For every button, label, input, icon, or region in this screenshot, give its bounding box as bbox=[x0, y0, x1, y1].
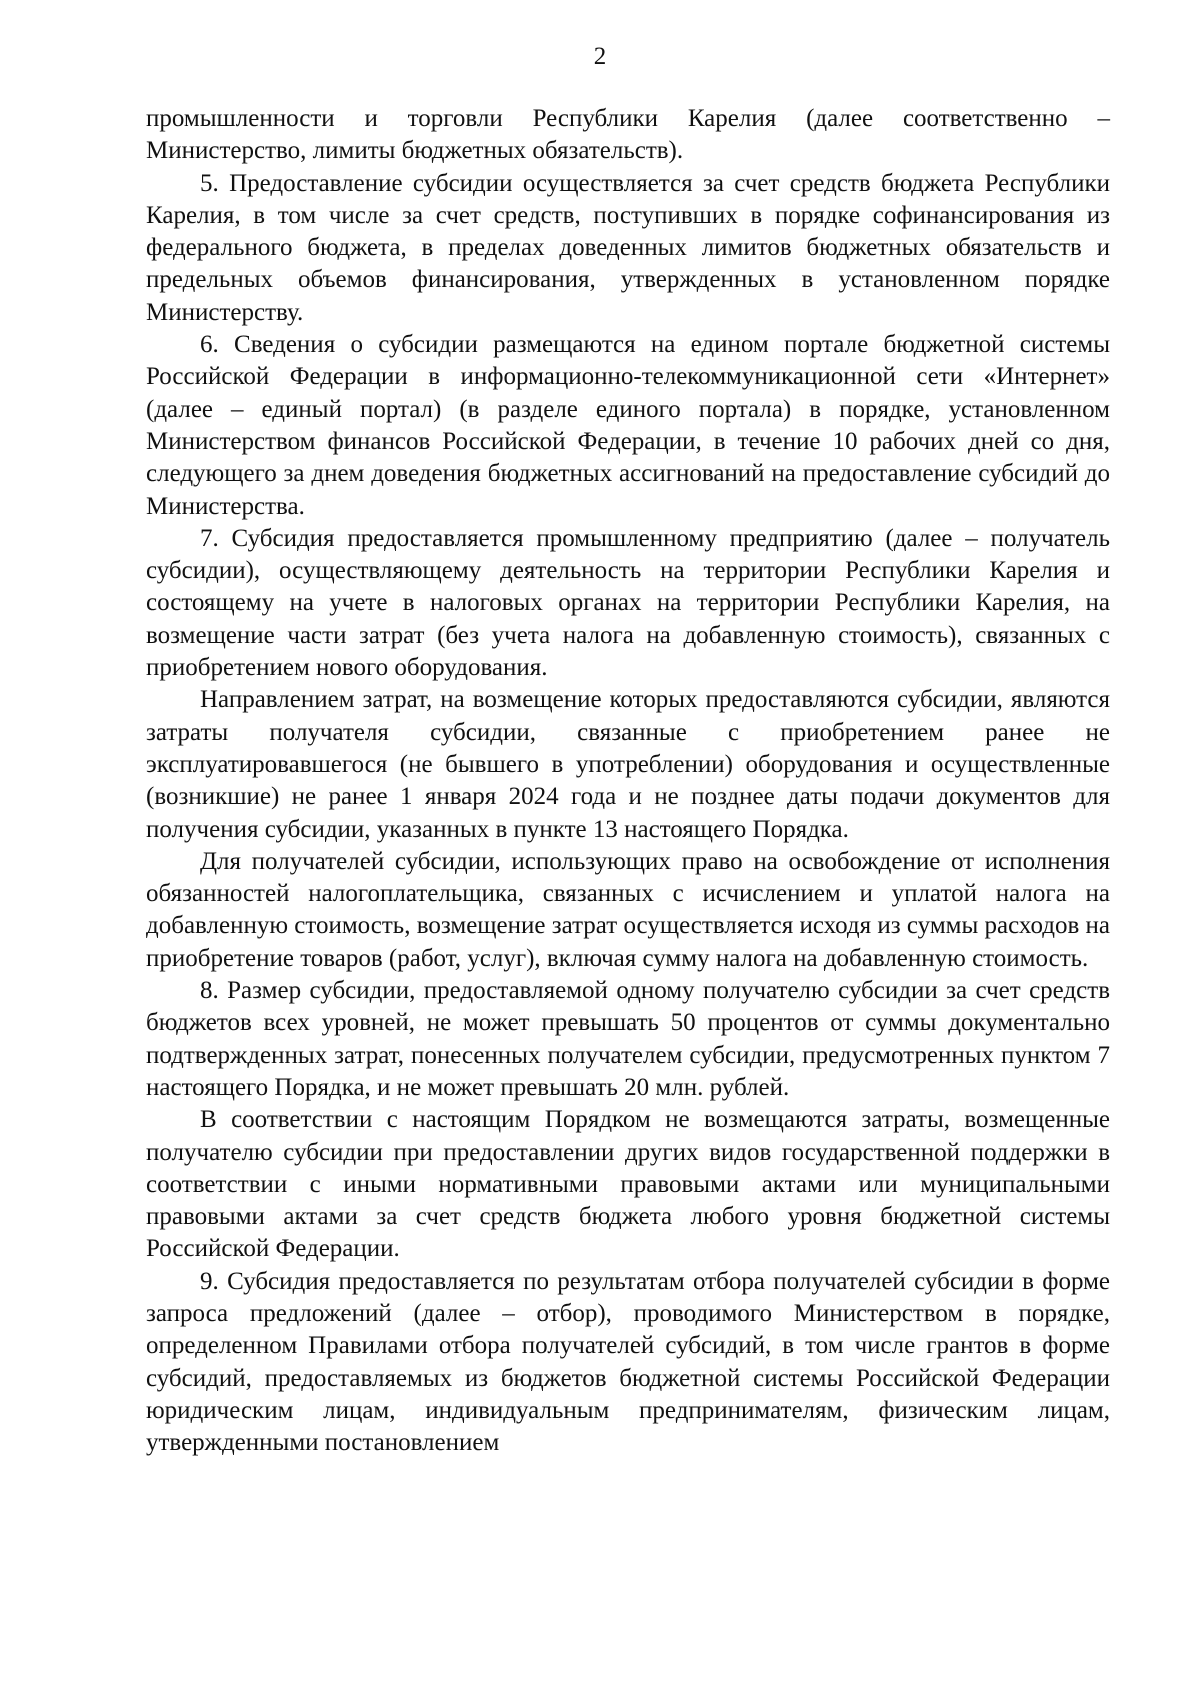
paragraph-item-8-exclusions: В соответствии с настоящим Порядком не возмещаются затраты, возмещенные получателю субсидии при предоставлении других видов государственной поддержки в соответствии с иными нормативными правовыми актами или муниципальными правовыми актами за счет средств бюджета любого уровня бюджетной системы Российской Федерации. bbox=[146, 1106, 1110, 1263]
paragraph-continuation: промышленности и торговли Республики Карелия (далее соответственно – Министерство, лимиты бюджетных обязательств). bbox=[146, 105, 1110, 165]
page-number: 2 bbox=[593, 43, 607, 70]
paragraph-item-7: 7. Субсидия предоставляется промышленному предприятию (далее – получатель субсидии), осуществляющему деятельность на территории Республики Карелия и состоящему на учете в налоговых органах на территории Республики Карелия, на возмещение части затрат (без учета налога на добавленную стоимость), связанных с приобретением нового оборудования. bbox=[146, 524, 1110, 682]
paragraph-item-5: 5. Предоставление субсидии осуществляется за счет средств бюджета Республики Карелия, в том числе за счет средств, поступивших в порядке софинансирования из федерального бюджета, в пределах доведенных лимитов бюджетных обязательств и предельных объемов финансирования, утвержденных в установленном порядке Министерству. bbox=[146, 169, 1110, 326]
document-body bbox=[146, 103, 1110, 1459]
paragraph-item-7-costs: Направлением затрат, на возмещение которых предоставляются субсидии, являются затраты получателя субсидии, связанные с приобретением ранее не эксплуатировавшегося (не бывшего в употреблении) оборудования и осуществленные (возникшие) не ранее 1 января 2024 года и не позднее даты подачи документов для получения субсидии, указанных в пункте 13 настоящего Порядка. bbox=[146, 686, 1110, 843]
paragraph-item-6: 6. Сведения о субсидии размещаются на едином портале бюджетной системы Российской Федерации в информационно-телекоммуникационной сети «Интернет» (далее – единый портал) (в разделе единого портала) в порядке, установленном Министерством финансов Российской Федерации, в течение 10 рабочих дней со дня, следующего за днем доведения бюджетных ассигнований на предоставление субсидий до Министерства. bbox=[146, 331, 1110, 520]
paragraph-item-8: 8. Размер субсидии, предоставляемой одному получателю субсидии за счет средств бюджетов всех уровней, не может превышать 50 процентов от суммы документально подтвержденных затрат, понесенных получателем субсидии, предусмотренных пунктом 7 настоящего Порядка, и не может превышать 20 млн. рублей. bbox=[146, 977, 1110, 1101]
paragraph-item-7-vat: Для получателей субсидии, использующих право на освобождение от исполнения обязанностей налогоплательщика, связанных с исчислением и уплатой налога на добавленную стоимость, возмещение затрат осуществляется исходя из суммы расходов на приобретение товаров (работ, услуг), включая сумму налога на добавленную стоимость. bbox=[146, 847, 1110, 972]
paragraph-item-9: 9. Субсидия предоставляется по результатам отбора получателей субсидии в форме запроса предложений (далее – отбор), проводимого Министерством в порядке, определенном Правилами отбора получателей субсидий, в том числе грантов в форме субсидий, предоставляемых из бюджетов бюджетной системы Российской Федерации юридическим лицам, индивидуальным предпринимателям, физическим лицам, утвержденными постановлением bbox=[146, 1267, 1110, 1457]
